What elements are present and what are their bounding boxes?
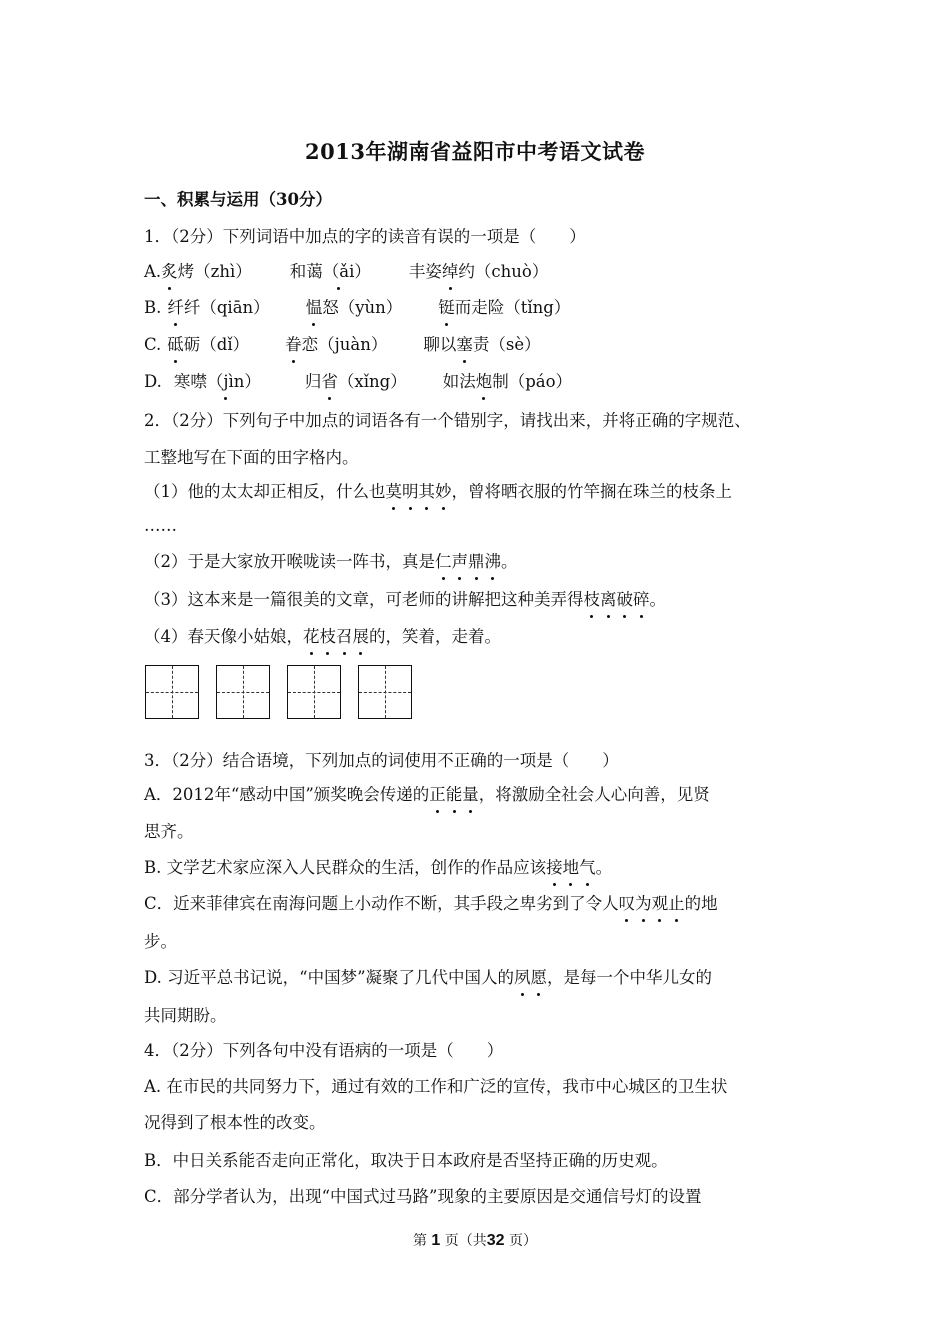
page-number: 1 [431,1232,441,1249]
dotted-word: 莫明其妙 [385,482,452,501]
q4-option-b: B．中日关系能否走向正常化，取决于日本政府是否坚持正确的历史观。 [144,1151,668,1170]
q2-sentence-2: （2）于是大家放开喉咙读一阵书，真是仁声鼎沸。 [144,552,518,571]
tianzige-box[interactable] [216,665,270,719]
dotted-word: 夙愿 [514,968,548,987]
q2-sentence-3: （3）这本来是一篇很美的文章，可老师的讲解把这种美弄得枝离破碎。 [144,590,666,609]
dotted-word: 接地气 [546,858,596,877]
section-heading: 一、积累与运用（30分） [144,190,332,209]
q1-stem: 1．（2分）下列词语中加点的字的读音有误的一项是（ ） [144,227,586,246]
q3-option-c-cont: 步。 [144,932,177,951]
q3-option-c: C．近来菲律宾在南海问题上小动作不断，其手段之卑劣到了令人叹为观止的地 [144,894,718,913]
q2-sentence-1: （1）他的太太却正相反，什么也莫明其妙，曾将晒衣服的竹竿搁在珠兰的枝条上 [144,482,732,501]
q2-sentence-4: （4）春天像小姑娘，花枝召展的，笑着，走着。 [144,627,501,646]
page-footer: 第 1 页（共32 页） [412,1232,538,1249]
dotted-word: 正能量 [429,785,479,804]
q2-stem-cont: 工整地写在下面的田字格内。 [144,448,359,467]
q2-stem: 2．（2分）下列句子中加点的词语各有一个错别字，请找出来，并将正确的字规范、 [144,411,751,430]
q4-stem: 4．（2分）下列各句中没有语病的一项是（ ） [144,1041,504,1060]
q1-option-a: A.炙烤（zhì） 和蔼（ǎi） 丰姿绰约（chuò） [144,262,549,281]
q4-option-a: A. 在市民的共同努力下，通过有效的工作和广泛的宣传，我市中心城区的卫生状 [144,1077,728,1096]
q3-option-d: D. 习近平总书记说，“中国梦”凝聚了几代中国人的夙愿，是每一个中华儿女的 [144,968,713,987]
dotted-word: 花枝召展 [303,627,369,646]
page-title: 2013年湖南省益阳市中考语文试卷 [305,139,645,164]
q1-option-c: C. 砥砺（dǐ） 眷恋（juàn） 聊以塞责（sè） [144,335,541,354]
tianzige-box[interactable] [358,665,412,719]
q3-option-d-cont: 共同期盼。 [144,1006,227,1025]
q3-option-b: B. 文学艺术家应深入人民群众的生活，创作的作品应该接地气。 [144,858,613,877]
dotted-word: 仁声鼎沸 [435,552,501,571]
page-total: 32 [486,1232,505,1249]
q4-option-c: C．部分学者认为，出现“中国式过马路”现象的主要原因是交通信号灯的设置 [144,1187,702,1206]
q4-option-a-cont: 况得到了根本性的改变。 [144,1113,326,1132]
q1-option-b: B. 纤纤（qiān） 愠怒（yùn） 铤而走险（tǐng） [144,298,571,317]
q3-option-a: A．2012年“感动中国”颁奖晚会传递的正能量，将激励全社会人心向善，见贤 [144,785,710,804]
q3-option-a-cont: 思齐。 [144,822,194,841]
q3-stem: 3．（2分）结合语境，下列加点的词使用不正确的一项是（ ） [144,751,619,770]
q2-sentence-1-cont: …… [144,516,177,535]
tianzige-box[interactable] [287,665,341,719]
dotted-word: 叹为观止 [618,894,685,913]
q1-option-d: D. 寒噤（jìn） 归省（xǐng） 如法炮制（páo） [144,372,573,391]
tianzige-box[interactable] [145,665,199,719]
dotted-word: 枝离破碎 [583,590,650,609]
